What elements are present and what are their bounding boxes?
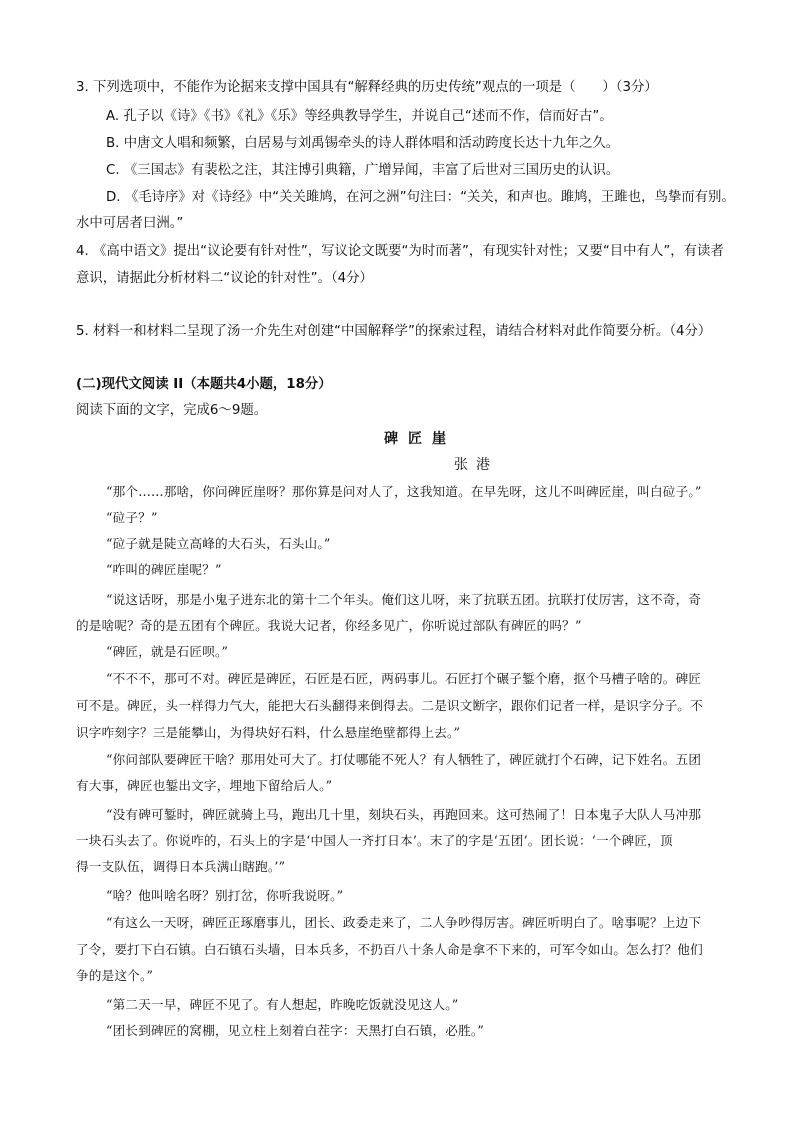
q3-stem: 3. 下列选项中，不能作为论据来支撑中国具有“解释经典的历史传统”观点的一项是（ ）（3分）: [76, 80, 658, 95]
q4-line2: 意识，请据此分析材料二“议论的针对性”。（4分）: [76, 271, 373, 286]
q3-option-d-line2: 水中可居者曰洲。”: [76, 216, 184, 231]
story-title: 碑匠崖: [384, 431, 456, 447]
story-line: 争的是这个。”: [76, 968, 154, 983]
story-line: “团长到碑匠的窝棚，见立柱上刻着白茬字：天黑打白石镇，必胜。”: [106, 1023, 484, 1038]
story-line: “你问部队要碑匠干啥？那用处可大了。打仗哪能不死人？有人牺牲了，碑匠就打个石碑，记下姓名。五团: [106, 752, 702, 767]
q5: 5. 材料一和材料二呈现了汤一介先生对创建“中国解释学”的探索过程，请结合材料对此作简要分析。（4分）: [76, 324, 712, 339]
q3-option-d-line1: D. 《毛诗序》对《诗经》中“关关雎鸠，在河之洲”句注曰：“关关，和声也。雎鸠，王雎也，鸟挚而有别。: [106, 190, 735, 205]
story-line: 了令，要打下白石镇。白石镇石头墙，日本兵多，不扔百八十条人命是拿不下来的，可军令如山。怎么打？他们: [76, 942, 703, 957]
story-line: “那个……那啥，你问碑匠崖呀？那你算是问对人了，这我知道。在早先呀，这儿不叫碑匠崖，叫白砬子。”: [106, 484, 702, 499]
story-line: “碑匠，就是石匠呗。”: [106, 644, 229, 659]
story-line: “咋叫的碑匠崖呢？”: [106, 562, 222, 577]
section-instruction: 阅读下面的文字，完成6～9题。: [76, 403, 268, 418]
story-line: “第二天一早，碑匠不见了。有人想起，昨晚吃饭就没见这人。”: [106, 997, 459, 1012]
story-line: 的是啥呢？奇的是五团有个碑匠。我说大记者，你经多见广，你听说过部队有碑匠的吗？”: [76, 618, 582, 633]
story-line: “没有碑可錾时，碑匠就骑上马，跑出几十里，刻块石头，再跑回来。这可热闹了！日本鬼子大队人马冲那: [106, 807, 702, 822]
q4-line1: 4. 《高中语文》提出“议论要有针对性”，写议论文既要“为时而著”，有现实针对性；又要“目中有人”，有读者: [76, 244, 724, 259]
story-line: “砬子就是陡立高峰的大石头，石头山。”: [106, 536, 331, 551]
q3-option-a: A. 孔子以《诗》《书》《礼》《乐》等经典教导学生，并说自己“述而不作，信而好古”。: [106, 109, 613, 124]
section-heading: (二)现代文阅读 II（本题共4小题，18分）: [76, 377, 332, 392]
story-line: “有这么一天呀，碑匠正琢磨事儿，团长、政委走来了，二人争吵得厉害。碑匠听明白了。啥事呢？上边下: [106, 915, 702, 930]
story-line: “不不不，那可不对。碑匠是碑匠，石匠是石匠，两码事儿。石匠打个碾子錾个磨，抠个马槽子啥的。碑匠: [106, 671, 702, 686]
story-line: 一块石头去了。你说咋的，石头上的字是‘中国人一齐打日本’。末了的字是‘五团’。团长说：‘一个碑匠，顶: [76, 833, 673, 848]
story-line: 可不是。碑匠，头一样得力气大，能把大石头翻得来倒得去。二是识文断字，跟你们记者一样，是识字分子。不: [76, 698, 703, 713]
story-line: 有大事，碑匠也錾出文字，埋地下留给后人。”: [76, 778, 333, 793]
story-line: 得一支队伍，调得日本兵满山瞎跑。’”: [76, 859, 286, 874]
story-line: “砬子？”: [106, 510, 158, 525]
q3-option-b: B. 中唐文人唱和频繁，白居易与刘禹锡牵头的诗人群体唱和活动跨度长达十九年之久。: [106, 136, 620, 151]
story-line: 识字咋刻字？三是能攀山，为得块好石料，什么悬崖绝壁都得上去。”: [76, 725, 461, 740]
story-author: 张港: [454, 457, 498, 473]
q3-option-c: C. 《三国志》有裴松之注，其注博引典籍，广增异闻，丰富了后世对三国历史的认识。: [106, 163, 620, 178]
story-line: “啥？他叫啥名呀？别打岔，你听我说呀。”: [106, 888, 344, 903]
story-line: “说这话呀，那是小鬼子进东北的第十二个年头。俺们这儿呀，来了抗联五团。抗联打仗厉害，这不奇，奇: [106, 592, 702, 607]
